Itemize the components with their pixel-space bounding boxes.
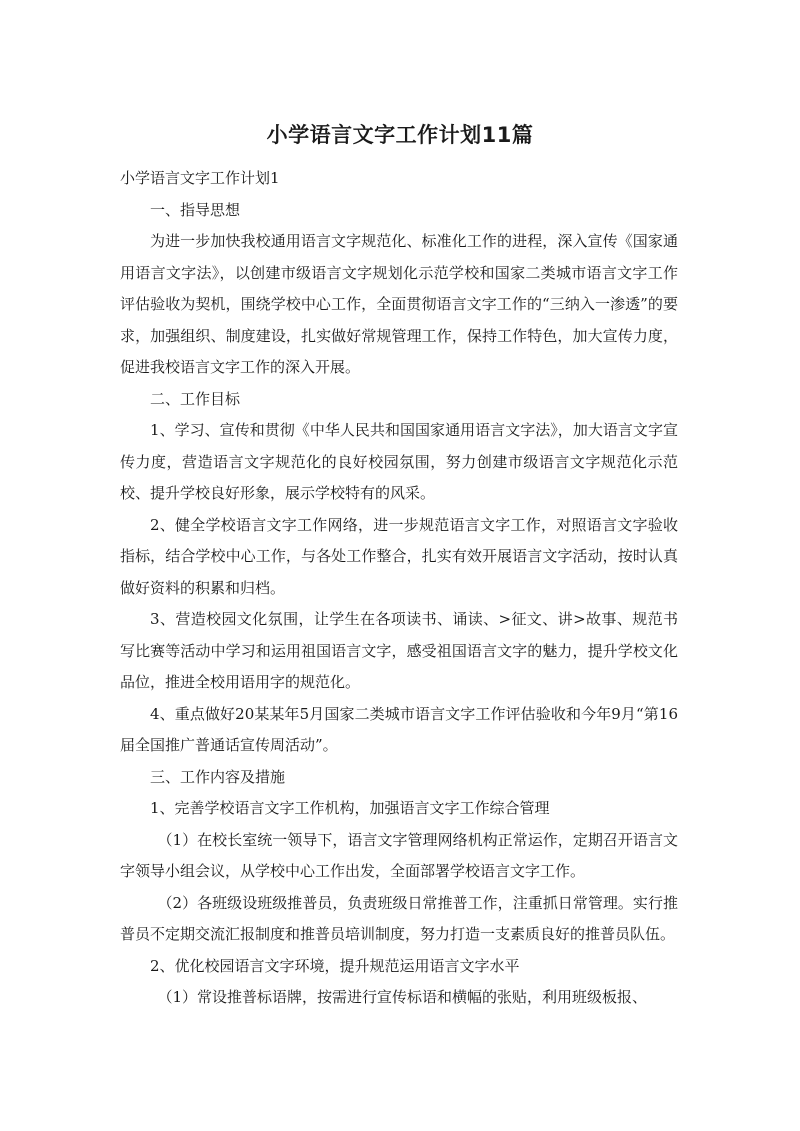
paragraph-8: 4、重点做好20某某年5月国家二类城市语言文字工作评估验收和今年9月“第16届全国推广普通话宣传周活动”。 xyxy=(120,704,678,754)
paragraph-12: （2）各班级设班级推普员，负责班级日常推普工作，注重抓日常管理。实行推普员不定期交流汇报制度和推普员培训制度，努力打造一支素质良好的推普员队伍。 xyxy=(120,893,678,943)
paragraph-13: 2、优化校园语言文字环境，提升规范运用语言文字水平 xyxy=(150,956,520,975)
paragraph-1: 小学语言文字工作计划1 xyxy=(120,169,280,187)
paragraph-2: 一、指导思想 xyxy=(150,200,241,219)
document-title: 小学语言文字工作计划11篇 xyxy=(266,123,534,147)
paragraph-11: （1）在校长室统一领导下，语言文字管理网络机构正常运作，定期召开语言文字领导小组会议，从学校中心工作出发，全面部署学校语言文字工作。 xyxy=(120,830,678,880)
document-body xyxy=(120,163,678,1014)
paragraph-14: （1）常设推普标语牌，按需进行宣传标语和横幅的张贴，利用班级板报、 xyxy=(157,988,648,1006)
paragraph-9: 三、工作内容及措施 xyxy=(150,767,286,786)
paragraph-10: 1、完善学校语言文字工作机构，加强语言文字工作综合管理 xyxy=(150,799,550,817)
paragraph-7: 3、营造校园文化氛围，让学生在各项读书、诵读、>征文、讲>故事、规范书写比赛等活动中学习和运用祖国语言文字，感受祖国语言文字的魅力，提升学校文化品位，推进全校用语用字的规范化。 xyxy=(120,610,678,691)
paragraph-4: 二、工作目标 xyxy=(150,389,241,408)
paragraph-5: 1、学习、宣传和贯彻《中华人民共和国国家通用语言文字法》，加大语言文字宣传力度，营造语言文字规范化的良好校园氛围，努力创建市级语言文字规范化示范校、提升学校良好形象，展示学校特有的风采。 xyxy=(120,421,678,502)
paragraph-6: 2、健全学校语言文字工作网络，进一步规范语言文字工作，对照语言文字验收指标，结合学校中心工作，与各处工作整合，扎实有效开展语言文字活动，按时认真做好资料的积累和归档。 xyxy=(120,515,678,597)
paragraph-3: 为进一步加快我校通用语言文字规范化、标准化工作的进程，深入宣传《国家通用语言文字法》，以创建市级语言文字规划化示范学校和国家二类城市语言文字工作评估验收为契机，围绕学校中心工作，全面贯彻语言文字工作的“三纳入一渗透”的要求，加强组织、制度建设，扎实做好常规管理工作，保持工作特色，加大宣传力度，促进我校语言文字工作的深入开展。 xyxy=(120,232,678,376)
